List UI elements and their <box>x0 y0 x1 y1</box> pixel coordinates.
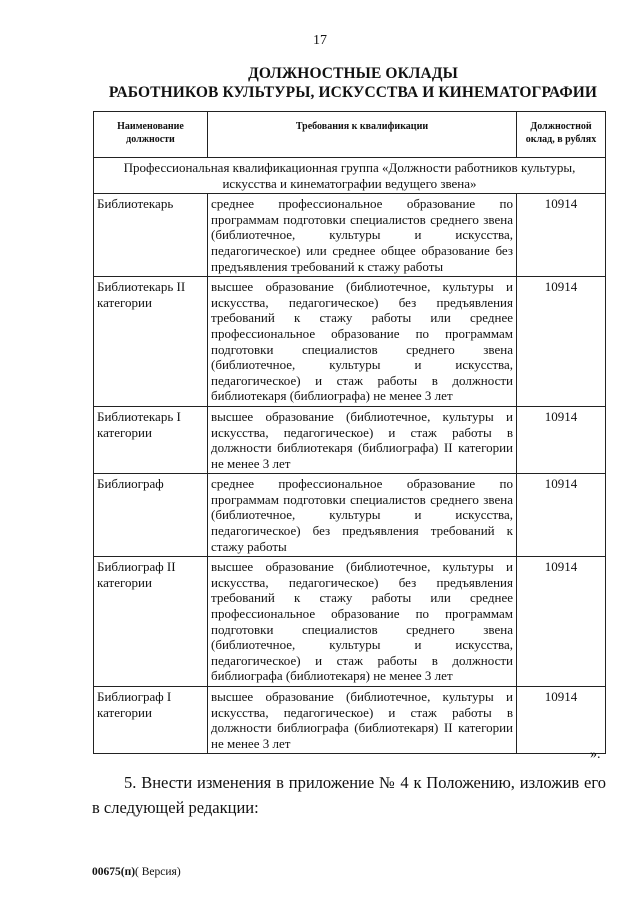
header-position: Наименование должности <box>94 112 208 158</box>
position-cell: Библиограф II категории <box>94 557 208 687</box>
salary-table <box>93 111 606 754</box>
group-title: Профессиональная квалификационная группа «Должности работников культуры, искусства и кинематографии ведущего звена» <box>94 158 606 194</box>
table-row <box>94 687 606 754</box>
salary-cell: 10914 <box>517 687 606 754</box>
position-cell: Библиограф I категории <box>94 687 208 754</box>
requirements-cell: высшее образование (библиотечное, культуры и искусства, педагогическое) без предъявления требований к стажу работы или среднее профессиональное образование по программам подготовки специалистов среднего звена (библиотечное, культуры и искусства, педагогическое) и стаж работы в должности библиотекаря (библиографа) не менее 3 лет <box>208 277 517 407</box>
requirements-cell: среднее профессиональное образование по программам подготовки специалистов среднего звена (библиотечное, культуры и искусства, педагогическое) без предъявления требований к стажу работы <box>208 474 517 557</box>
table-row <box>94 277 606 407</box>
footer-doc-code <box>92 866 181 878</box>
closing-quote: ». <box>590 747 601 762</box>
doc-code: 00675(п) <box>92 866 136 878</box>
title-line-1: ДОЛЖНОСТНЫЕ ОКЛАДЫ <box>248 65 458 82</box>
group-row <box>94 158 606 194</box>
table-row <box>94 194 606 277</box>
salary-cell: 10914 <box>517 277 606 407</box>
document-title <box>0 64 640 102</box>
header-requirements: Требования к квалификации <box>208 112 517 158</box>
requirements-cell: высшее образование (библиотечное, культуры и искусства, педагогическое) без предъявления требований к стажу работы или среднее профессиональное образование по программам подготовки специалистов среднего звена (библиотечное, культуры и искусства, педагогическое) и стаж работы в должности библиографа (библиотекаря) не менее 3 лет <box>208 557 517 687</box>
position-cell: Библиотекарь I категории <box>94 406 208 473</box>
requirements-cell: высшее образование (библиотечное, культуры и искусства, педагогическое) и стаж работы в должности библиотекаря (библиографа) II категории не менее 3 лет <box>208 406 517 473</box>
header-salary: Должностной оклад, в рублях <box>517 112 606 158</box>
amendment-paragraph: 5. Внести изменения в приложение № 4 к Положению, изложив его в следующей редакции: <box>92 773 606 817</box>
salary-cell: 10914 <box>517 474 606 557</box>
table-header-row <box>94 112 606 158</box>
requirements-cell: высшее образование (библиотечное, культуры и искусства, педагогическое) и стаж работы в должности библиографа (библиотекаря) II категории не менее 3 лет <box>208 687 517 754</box>
position-cell: Библиограф <box>94 474 208 557</box>
salary-cell: 10914 <box>517 557 606 687</box>
doc-version: ( Версия) <box>135 866 181 878</box>
position-cell: Библиотекарь II категории <box>94 277 208 407</box>
salary-cell: 10914 <box>517 406 606 473</box>
table-row <box>94 557 606 687</box>
table-row <box>94 474 606 557</box>
salary-cell: 10914 <box>517 194 606 277</box>
requirements-cell: среднее профессиональное образование по программам подготовки специалистов среднего звена (библиотечное, культуры и искусства, педагогическое) или среднее общее образование без предъявления требований к стажу работы <box>208 194 517 277</box>
page-number: 17 <box>313 33 327 48</box>
table-row <box>94 406 606 473</box>
title-line-2: РАБОТНИКОВ КУЛЬТУРЫ, ИСКУССТВА И КИНЕМАТОГРАФИИ <box>108 84 598 101</box>
position-cell: Библиотекарь <box>94 194 208 277</box>
